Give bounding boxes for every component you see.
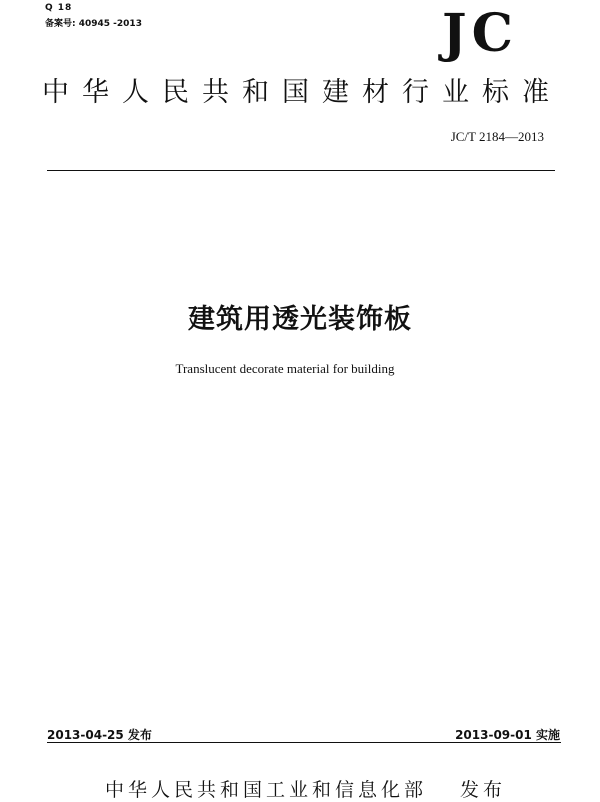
standard-type-heading: 中华人民共和国建材行业标准 [42, 77, 562, 108]
bottom-divider [47, 742, 561, 743]
implementation-date: 2013-09-01 实施 [455, 728, 560, 742]
top-divider [47, 170, 555, 171]
classification-code: Q 18 [45, 3, 73, 13]
jc-logo: JC [442, 3, 518, 64]
standard-number: JC/T 2184—2013 [450, 129, 544, 144]
document-title-chinese: 建筑用透光装饰板 [188, 304, 412, 335]
document-title-english: Translucent decorate material for building [175, 361, 395, 376]
issue-date: 2013-04-25 发布 [47, 728, 152, 742]
issuing-authority: 中华人民共和国工业和信息化部 发布 [105, 779, 507, 801]
filing-number: 备案号: 40945 -2013 [45, 19, 142, 29]
